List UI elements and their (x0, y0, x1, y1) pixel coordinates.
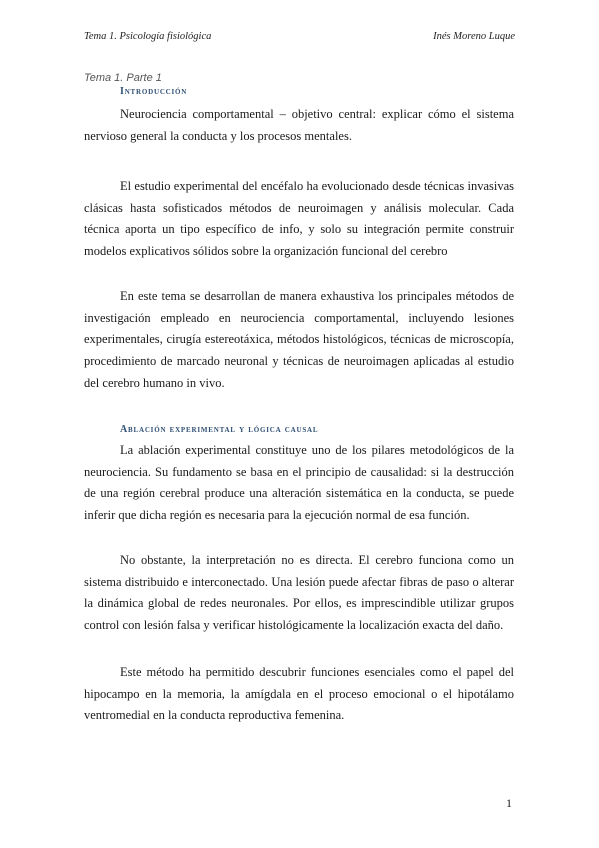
paragraph-text: En este tema se desarrollan de manera exhaustiva los principales métodos de investigación empleado en neurociencia comportamental, incluyendo lesiones experimentales, cirugía estereotáxica, métodos histológicos, técnicas de microscopía, procedimiento de marcado neuronal y técnicas de neuroimagen aplicadas al estudio del cerebro humano in vivo. (84, 289, 514, 390)
section-heading-introduction (120, 86, 187, 97)
page-number: 1 (506, 796, 512, 810)
paragraph-text: La ablación experimental constituye uno de los pilares metodológicos de la neurociencia. Su fundamento se basa en el principio de causalidad: si la destrucción de una región cerebral produce una alteración sistemática en la conducta, se puede inferir que dicha región es necesaria para la ejecución normal de esa función. (84, 443, 514, 523)
section-heading-text: Introducción (120, 86, 188, 97)
paragraph-6 (84, 662, 514, 727)
paragraph-1 (84, 104, 514, 147)
part-label: Tema 1. Parte 1 (84, 72, 162, 84)
paragraph-2 (84, 176, 514, 263)
paragraph-3 (84, 286, 514, 395)
paragraph-text: No obstante, la interpretación no es directa. El cerebro funciona como un sistema distribuido e interconectado. Una lesión puede afectar fibras de paso o alterar la dinámica global de redes neuronales. Por ellos, es imprescindible utilizar grupos control con lesión falsa y verificar histológicamente la localización exacta del daño. (84, 553, 514, 633)
section-heading-ablation (120, 424, 318, 435)
paragraph-text: Este método ha permitido descubrir funciones esenciales como el papel del hipocampo en la memoria, la amígdala en el proceso emocional o el hipotálamo ventromedial en la conducta reproductiva femenina. (84, 665, 514, 723)
paragraph-5 (84, 550, 514, 637)
paragraph-4 (84, 440, 514, 527)
header-author: Inés Moreno Luque (433, 31, 515, 42)
paragraph-text: El estudio experimental del encéfalo ha evolucionado desde técnicas invasivas clásicas hasta sofisticados métodos de neuroimagen y análisis molecular. Cada técnica aporta un tipo específico de info, y solo su integración permite construir modelos explicativos sólidos sobre la organización funcional del cerebro (84, 179, 514, 259)
section-heading-text: Ablación experimental y lógica causal (120, 424, 319, 435)
paragraph-text: Neurociencia comportamental – objetivo central: explicar cómo el sistema nervioso general la conducta y los procesos mentales. (84, 107, 514, 143)
header-title: Tema 1. Psicología fisiológica (84, 31, 212, 42)
